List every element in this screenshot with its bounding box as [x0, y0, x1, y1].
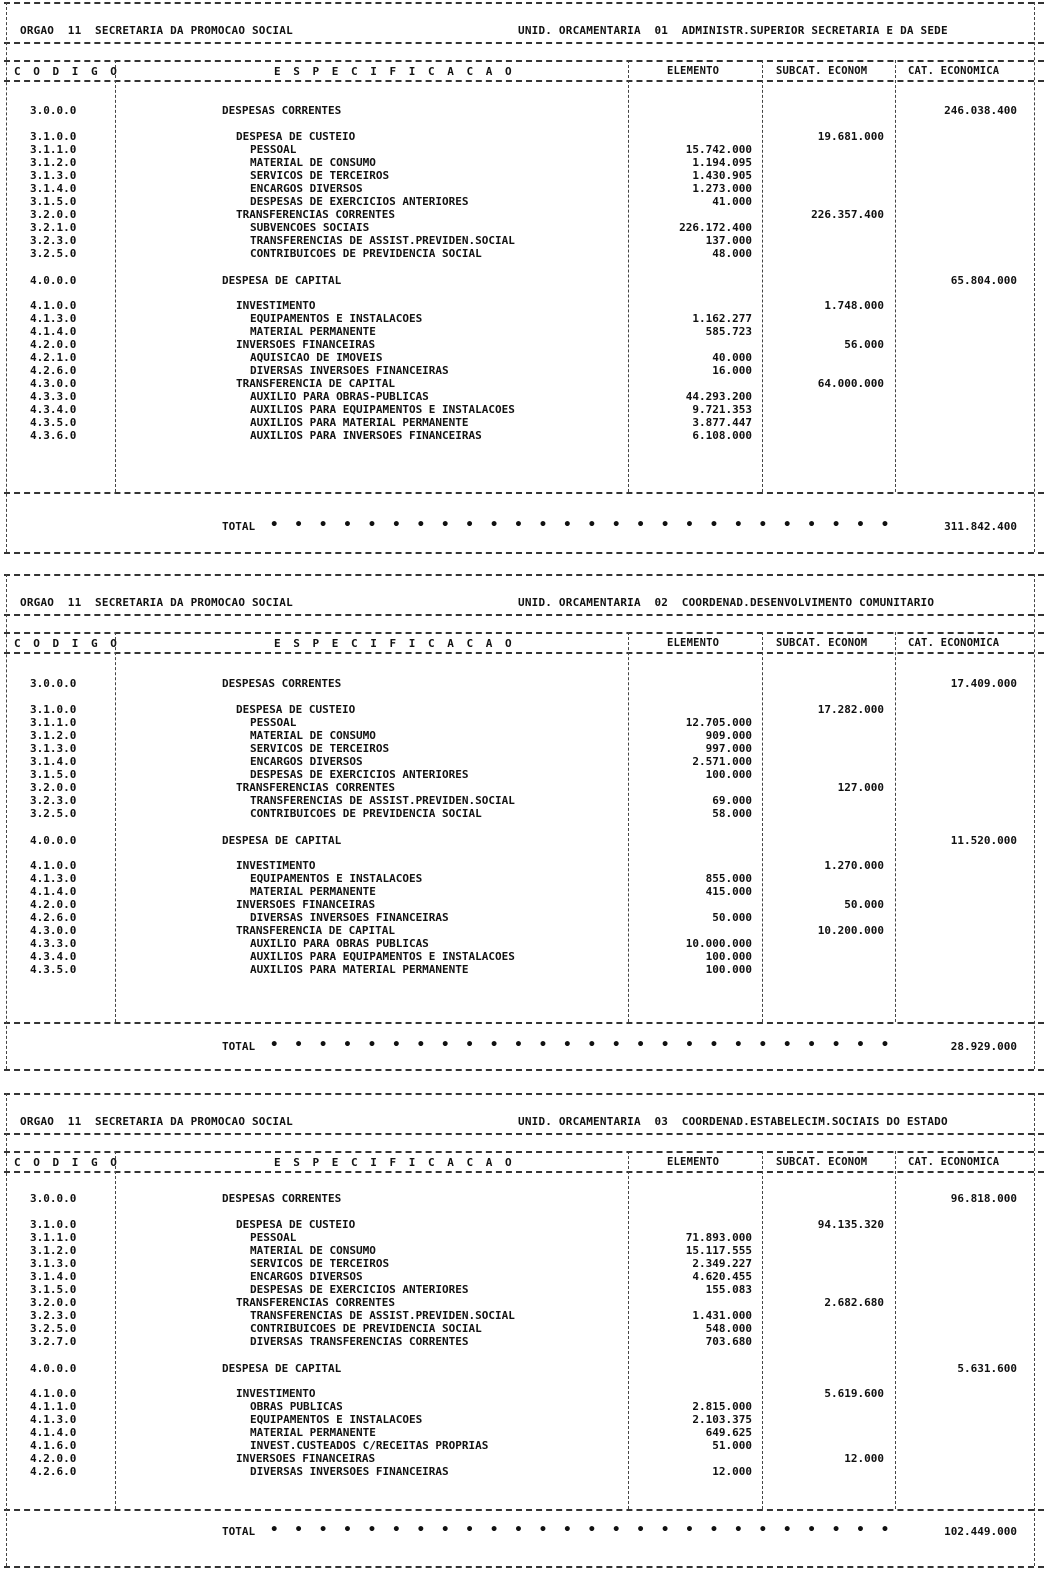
subcat-value: 94.135.320 — [817, 1218, 884, 1231]
rule-line — [4, 42, 1044, 44]
rule-line — [4, 552, 1044, 554]
row-code: 3.1.4.0 — [30, 182, 77, 195]
row-code: 3.1.2.0 — [30, 729, 77, 742]
row-code: 4.3.6.0 — [30, 429, 77, 442]
row-description: INVESTIMENTO — [236, 859, 316, 872]
elemento-value: 226.172.400 — [679, 221, 752, 234]
row-description: EQUIPAMENTOS E INSTALACOES — [250, 872, 423, 885]
row-code: 4.1.1.0 — [30, 1400, 77, 1413]
elemento-value: 12.705.000 — [685, 716, 752, 729]
row-description: TRANSFERENCIAS DE ASSIST.PREVIDEN.SOCIAL — [250, 794, 515, 807]
row-code: 3.2.0.0 — [30, 208, 77, 221]
row-code: 3.0.0.0 — [30, 104, 77, 117]
row-code: 3.2.3.0 — [30, 794, 77, 807]
dot-leader: •••••••••••••••••••••••••• — [270, 1037, 906, 1053]
column-rule — [628, 1151, 629, 1509]
row-description: TRANSFERENCIA DE CAPITAL — [236, 377, 395, 390]
elemento-value: 2.103.375 — [692, 1413, 752, 1426]
column-header-subcat: SUBCAT. ECONOM — [776, 65, 868, 77]
cat-value: 5.631.600 — [957, 1362, 1017, 1375]
row-description: ENCARGOS DIVERSOS — [250, 1270, 363, 1283]
column-header-cat: CAT. ECONOMICA — [908, 637, 1000, 649]
row-code: 3.1.4.0 — [30, 1270, 77, 1283]
row-code: 4.3.4.0 — [30, 403, 77, 416]
row-code: 3.2.0.0 — [30, 1296, 77, 1309]
row-code: 4.3.3.0 — [30, 390, 77, 403]
row-code: 4.1.3.0 — [30, 1413, 77, 1426]
row-code: 4.2.0.0 — [30, 338, 77, 351]
row-description: DESPESAS DE EXERCICIOS ANTERIORES — [250, 768, 469, 781]
column-rule — [6, 2, 7, 552]
row-description: CONTRIBUICOES DE PREVIDENCIA SOCIAL — [250, 807, 482, 820]
elemento-value: 10.000.000 — [685, 937, 752, 950]
row-description: TRANSFERENCIAS DE ASSIST.PREVIDEN.SOCIAL — [250, 1309, 515, 1322]
rule-line — [4, 1133, 1044, 1135]
elemento-value: 997.000 — [705, 742, 752, 755]
row-code: 4.2.6.0 — [30, 911, 77, 924]
rule-line — [4, 1151, 1044, 1153]
elemento-value: 9.721.353 — [692, 403, 752, 416]
subcat-value: 10.200.000 — [817, 924, 884, 937]
subcat-value: 5.619.600 — [824, 1387, 884, 1400]
row-code: 4.0.0.0 — [30, 1362, 77, 1375]
row-description: DESPESAS DE EXERCICIOS ANTERIORES — [250, 1283, 469, 1296]
row-description: EQUIPAMENTOS E INSTALACOES — [250, 1413, 423, 1426]
row-code: 4.3.5.0 — [30, 963, 77, 976]
row-description: DESPESA DE CUSTEIO — [236, 703, 356, 716]
dot-leader: •••••••••••••••••••••••••• — [270, 517, 906, 533]
row-code: 3.2.5.0 — [30, 1322, 77, 1335]
subcat-value: 56.000 — [844, 338, 884, 351]
row-code: 3.1.1.0 — [30, 716, 77, 729]
elemento-value: 1.273.000 — [692, 182, 752, 195]
rule-line — [4, 1566, 1044, 1568]
subcat-value: 64.000.000 — [817, 377, 884, 390]
rule-line — [4, 492, 1044, 494]
row-description: AUXILIOS PARA INVERSOES FINANCEIRAS — [250, 429, 482, 442]
row-description: TRANSFERENCIAS CORRENTES — [236, 781, 395, 794]
unidade-label: UNID. ORCAMENTARIA 02 COORDENAD.DESENVOLVIMENTO COMUNITARIO — [518, 596, 935, 609]
rule-line — [4, 632, 1044, 634]
elemento-value: 155.083 — [705, 1283, 752, 1296]
row-code: 4.1.4.0 — [30, 325, 77, 338]
elemento-value: 58.000 — [712, 807, 752, 820]
subcat-value: 2.682.680 — [824, 1296, 884, 1309]
elemento-value: 703.680 — [705, 1335, 752, 1348]
subcat-value: 17.282.000 — [817, 703, 884, 716]
column-rule — [115, 632, 116, 1022]
row-code: 4.1.4.0 — [30, 1426, 77, 1439]
rule-line — [4, 1509, 1044, 1511]
row-code: 4.3.0.0 — [30, 377, 77, 390]
column-rule — [895, 632, 896, 1022]
row-description: INVERSOES FINANCEIRAS — [236, 1452, 376, 1465]
elemento-value: 51.000 — [712, 1439, 752, 1452]
elemento-value: 15.117.555 — [685, 1244, 752, 1257]
row-code: 4.2.1.0 — [30, 351, 77, 364]
row-description: TRANSFERENCIAS CORRENTES — [236, 208, 395, 221]
column-header-cat: CAT. ECONOMICA — [908, 1156, 1000, 1168]
elemento-value: 69.000 — [712, 794, 752, 807]
subcat-value: 12.000 — [844, 1452, 884, 1465]
row-description: OBRAS PUBLICAS — [250, 1400, 343, 1413]
row-description: MATERIAL DE CONSUMO — [250, 1244, 376, 1257]
column-rule — [762, 632, 763, 1022]
row-code: 3.1.4.0 — [30, 755, 77, 768]
subcat-value: 50.000 — [844, 898, 884, 911]
total-value: 28.929.000 — [950, 1040, 1017, 1053]
rule-line — [4, 614, 1044, 616]
row-description: AUXILIOS PARA MATERIAL PERMANENTE — [250, 963, 469, 976]
row-code: 3.1.0.0 — [30, 703, 77, 716]
column-rule — [895, 1151, 896, 1509]
row-code: 4.3.0.0 — [30, 924, 77, 937]
row-code: 4.3.4.0 — [30, 950, 77, 963]
row-description: AUXILIOS PARA EQUIPAMENTOS E INSTALACOES — [250, 950, 515, 963]
rule-line — [4, 1069, 1044, 1071]
total-label: TOTAL — [222, 1040, 256, 1053]
row-code: 3.1.1.0 — [30, 1231, 77, 1244]
row-description: DESPESAS CORRENTES — [222, 677, 342, 690]
row-code: 4.1.0.0 — [30, 1387, 77, 1400]
row-code: 3.1.1.0 — [30, 143, 77, 156]
subcat-value: 226.357.400 — [811, 208, 884, 221]
row-description: PESSOAL — [250, 1231, 297, 1244]
row-description: AUXILIOS PARA MATERIAL PERMANENTE — [250, 416, 469, 429]
elemento-value: 137.000 — [705, 234, 752, 247]
row-description: DIVERSAS INVERSOES FINANCEIRAS — [250, 364, 449, 377]
column-rule — [1034, 2, 1035, 552]
row-code: 3.2.3.0 — [30, 234, 77, 247]
column-header-elemento: ELEMENTO — [667, 1156, 720, 1168]
row-code: 3.1.5.0 — [30, 768, 77, 781]
column-header-especificacao: E S P E C I F I C A C A O — [274, 1156, 515, 1169]
elemento-value: 16.000 — [712, 364, 752, 377]
elemento-value: 71.893.000 — [685, 1231, 752, 1244]
row-code: 3.1.3.0 — [30, 742, 77, 755]
row-code: 3.2.1.0 — [30, 221, 77, 234]
column-rule — [1034, 574, 1035, 1069]
row-description: DIVERSAS TRANSFERENCIAS CORRENTES — [250, 1335, 469, 1348]
row-description: INVERSOES FINANCEIRAS — [236, 898, 376, 911]
row-code: 3.0.0.0 — [30, 1192, 77, 1205]
subcat-value: 1.270.000 — [824, 859, 884, 872]
row-code: 4.2.0.0 — [30, 1452, 77, 1465]
row-code: 3.2.7.0 — [30, 1335, 77, 1348]
row-code: 3.1.5.0 — [30, 195, 77, 208]
column-header-elemento: ELEMENTO — [667, 65, 720, 77]
row-code: 3.2.5.0 — [30, 247, 77, 260]
column-header-codigo: C O D I G O — [14, 65, 120, 78]
row-description: MATERIAL DE CONSUMO — [250, 729, 376, 742]
row-code: 4.1.0.0 — [30, 859, 77, 872]
cat-value: 96.818.000 — [950, 1192, 1017, 1205]
row-description: AQUISICAO DE IMOVEIS — [250, 351, 383, 364]
elemento-value: 415.000 — [705, 885, 752, 898]
elemento-value: 2.571.000 — [692, 755, 752, 768]
row-description: AUXILIO PARA OBRAS PUBLICAS — [250, 937, 429, 950]
rule-line — [4, 574, 1044, 576]
row-description: EQUIPAMENTOS E INSTALACOES — [250, 312, 423, 325]
elemento-value: 6.108.000 — [692, 429, 752, 442]
elemento-value: 1.194.095 — [692, 156, 752, 169]
row-code: 4.3.3.0 — [30, 937, 77, 950]
row-code: 4.3.5.0 — [30, 416, 77, 429]
row-code: 4.0.0.0 — [30, 834, 77, 847]
row-description: MATERIAL PERMANENTE — [250, 1426, 376, 1439]
row-description: PESSOAL — [250, 716, 297, 729]
row-code: 3.2.5.0 — [30, 807, 77, 820]
row-description: INVESTIMENTO — [236, 299, 316, 312]
row-description: TRANSFERENCIAS CORRENTES — [236, 1296, 395, 1309]
row-description: SUBVENCOES SOCIAIS — [250, 221, 370, 234]
column-header-subcat: SUBCAT. ECONOM — [776, 637, 868, 649]
row-code: 4.2.6.0 — [30, 364, 77, 377]
subcat-value: 19.681.000 — [817, 130, 884, 143]
elemento-value: 1.162.277 — [692, 312, 752, 325]
column-rule — [6, 574, 7, 1069]
row-code: 3.1.2.0 — [30, 1244, 77, 1257]
row-description: CONTRIBUICOES DE PREVIDENCIA SOCIAL — [250, 247, 482, 260]
row-description: DESPESA DE CUSTEIO — [236, 130, 356, 143]
rule-line — [4, 652, 1044, 654]
row-description: TRANSFERENCIA DE CAPITAL — [236, 924, 395, 937]
column-rule — [628, 60, 629, 492]
row-description: MATERIAL PERMANENTE — [250, 885, 376, 898]
elemento-value: 100.000 — [705, 963, 752, 976]
elemento-value: 3.877.447 — [692, 416, 752, 429]
row-description: DESPESA DE CAPITAL — [222, 1362, 342, 1375]
rule-line — [4, 1022, 1044, 1024]
rule-line — [4, 1093, 1044, 1095]
column-rule — [6, 1093, 7, 1566]
row-code: 4.0.0.0 — [30, 274, 77, 287]
row-description: DIVERSAS INVERSOES FINANCEIRAS — [250, 911, 449, 924]
row-description: DESPESA DE CUSTEIO — [236, 1218, 356, 1231]
row-description: DESPESAS CORRENTES — [222, 1192, 342, 1205]
row-description: PESSOAL — [250, 143, 297, 156]
column-rule — [628, 632, 629, 1022]
elemento-value: 4.620.455 — [692, 1270, 752, 1283]
column-header-codigo: C O D I G O — [14, 1156, 120, 1169]
elemento-value: 855.000 — [705, 872, 752, 885]
subcat-value: 1.748.000 — [824, 299, 884, 312]
column-rule — [115, 60, 116, 492]
row-code: 4.1.3.0 — [30, 312, 77, 325]
elemento-value: 48.000 — [712, 247, 752, 260]
elemento-value: 548.000 — [705, 1322, 752, 1335]
row-code: 3.1.5.0 — [30, 1283, 77, 1296]
row-description: INVESTIMENTO — [236, 1387, 316, 1400]
row-code: 4.1.0.0 — [30, 299, 77, 312]
row-description: SERVICOS DE TERCEIROS — [250, 742, 390, 755]
cat-value: 65.804.000 — [950, 274, 1017, 287]
column-rule — [762, 60, 763, 492]
cat-value: 11.520.000 — [950, 834, 1017, 847]
row-code: 3.2.0.0 — [30, 781, 77, 794]
elemento-value: 12.000 — [712, 1465, 752, 1478]
column-header-codigo: C O D I G O — [14, 637, 120, 650]
row-description: DESPESA DE CAPITAL — [222, 834, 342, 847]
row-description: AUXILIO PARA OBRAS-PUBLICAS — [250, 390, 429, 403]
elemento-value: 100.000 — [705, 768, 752, 781]
orgao-label: ORGAO 11 SECRETARIA DA PROMOCAO SOCIAL — [20, 1115, 293, 1128]
elemento-value: 100.000 — [705, 950, 752, 963]
row-description: SERVICOS DE TERCEIROS — [250, 1257, 390, 1270]
row-code: 3.1.0.0 — [30, 130, 77, 143]
rule-line — [4, 60, 1044, 62]
row-code: 4.1.4.0 — [30, 885, 77, 898]
unidade-label: UNID. ORCAMENTARIA 03 COORDENAD.ESTABELECIM.SOCIAIS DO ESTADO — [518, 1115, 948, 1128]
row-code: 3.1.0.0 — [30, 1218, 77, 1231]
column-rule — [762, 1151, 763, 1509]
orgao-label: ORGAO 11 SECRETARIA DA PROMOCAO SOCIAL — [20, 596, 293, 609]
row-description: DIVERSAS INVERSOES FINANCEIRAS — [250, 1465, 449, 1478]
elemento-value: 2.349.227 — [692, 1257, 752, 1270]
row-description: ENCARGOS DIVERSOS — [250, 755, 363, 768]
rule-line — [4, 2, 1044, 4]
subcat-value: 127.000 — [837, 781, 884, 794]
rule-line — [4, 80, 1044, 82]
column-rule — [1034, 1093, 1035, 1566]
row-description: DESPESA DE CAPITAL — [222, 274, 342, 287]
elemento-value: 40.000 — [712, 351, 752, 364]
column-header-especificacao: E S P E C I F I C A C A O — [274, 637, 515, 650]
elemento-value: 15.742.000 — [685, 143, 752, 156]
row-description: DESPESAS DE EXERCICIOS ANTERIORES — [250, 195, 469, 208]
row-code: 4.2.6.0 — [30, 1465, 77, 1478]
row-description: CONTRIBUICOES DE PREVIDENCIA SOCIAL — [250, 1322, 482, 1335]
row-code: 3.1.3.0 — [30, 1257, 77, 1270]
row-code: 3.2.3.0 — [30, 1309, 77, 1322]
row-description: INVERSOES FINANCEIRAS — [236, 338, 376, 351]
column-header-cat: CAT. ECONOMICA — [908, 65, 1000, 77]
row-code: 3.1.3.0 — [30, 169, 77, 182]
total-value: 102.449.000 — [944, 1525, 1017, 1538]
elemento-value: 2.815.000 — [692, 1400, 752, 1413]
elemento-value: 44.293.200 — [685, 390, 752, 403]
row-code: 4.2.0.0 — [30, 898, 77, 911]
column-rule — [115, 1151, 116, 1509]
column-rule — [895, 60, 896, 492]
dot-leader: •••••••••••••••••••••••••• — [270, 1522, 906, 1538]
elemento-value: 909.000 — [705, 729, 752, 742]
column-header-subcat: SUBCAT. ECONOM — [776, 1156, 868, 1168]
row-description: DESPESAS CORRENTES — [222, 104, 342, 117]
row-description: INVEST.CUSTEADOS C/RECEITAS PROPRIAS — [250, 1439, 489, 1452]
unidade-label: UNID. ORCAMENTARIA 01 ADMINISTR.SUPERIOR SECRETARIA E DA SEDE — [518, 24, 948, 37]
elemento-value: 50.000 — [712, 911, 752, 924]
cat-value: 246.038.400 — [944, 104, 1017, 117]
row-description: SERVICOS DE TERCEIROS — [250, 169, 390, 182]
row-description: AUXILIOS PARA EQUIPAMENTOS E INSTALACOES — [250, 403, 515, 416]
total-value: 311.842.400 — [944, 520, 1017, 533]
total-label: TOTAL — [222, 520, 256, 533]
column-header-elemento: ELEMENTO — [667, 637, 720, 649]
row-code: 4.1.6.0 — [30, 1439, 77, 1452]
elemento-value: 1.431.000 — [692, 1309, 752, 1322]
total-label: TOTAL — [222, 1525, 256, 1538]
row-code: 3.1.2.0 — [30, 156, 77, 169]
elemento-value: 1.430.905 — [692, 169, 752, 182]
elemento-value: 649.625 — [705, 1426, 752, 1439]
row-code: 3.0.0.0 — [30, 677, 77, 690]
row-description: TRANSFERENCIAS DE ASSIST.PREVIDEN.SOCIAL — [250, 234, 515, 247]
column-header-especificacao: E S P E C I F I C A C A O — [274, 65, 515, 78]
row-description: MATERIAL DE CONSUMO — [250, 156, 376, 169]
elemento-value: 585.723 — [705, 325, 752, 338]
cat-value: 17.409.000 — [950, 677, 1017, 690]
elemento-value: 41.000 — [712, 195, 752, 208]
row-description: MATERIAL PERMANENTE — [250, 325, 376, 338]
row-description: ENCARGOS DIVERSOS — [250, 182, 363, 195]
orgao-label: ORGAO 11 SECRETARIA DA PROMOCAO SOCIAL — [20, 24, 293, 37]
rule-line — [4, 1171, 1044, 1173]
row-code: 4.1.3.0 — [30, 872, 77, 885]
